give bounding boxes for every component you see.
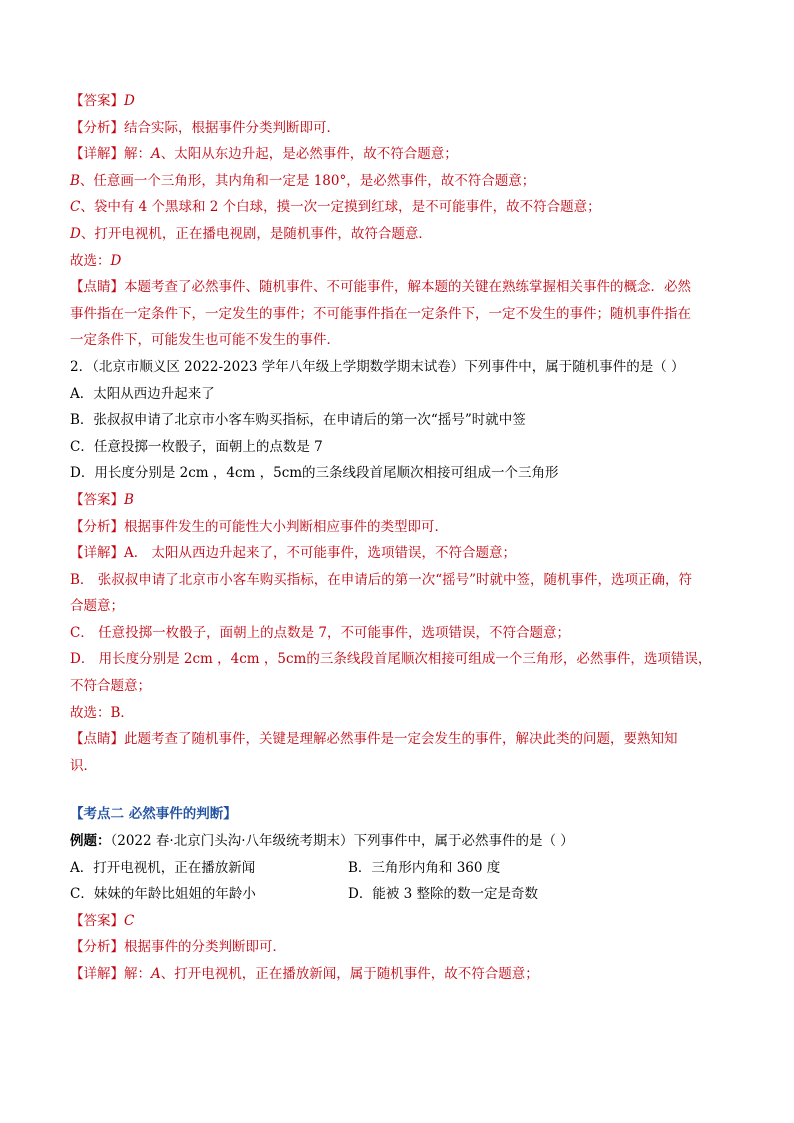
q1-choose-line [70,248,740,275]
q2-comment-line-1 [70,726,740,753]
q2-choose-line: 故选：B． [70,704,134,721]
q2-answer: B [124,491,134,508]
answer-tag: 【答案】 [70,491,124,508]
q2-option-b: B．张叔叔申请了北京市小客车购买指标，在申请后的第一次“摇号”时就中签 [70,412,526,429]
q1-comment-line-3: 一定条件下，可能发生也可能不发生的事件． [70,332,340,349]
detail-tag: 【详解】 [70,545,124,562]
q1-comment-line-1 [70,274,740,301]
q2-stem: 2．（北京市顺义区 2022-2023 学年八年级上学期数学期末试卷）下列事件中，属于随机事件的是（ ） [70,358,685,375]
q2-option-d: D．用长度分别是 2cm ，4cm ，5cm的三条线段首尾顺次相接可组成一个三角形 [70,465,559,482]
q2-detail-line-b1: B． 张叔叔申请了北京市小客车购买指标，在申请后的第一次“摇号”时就中签，随机事件，选项正确，符 [70,571,693,588]
q2-comment-1: 此题考查了随机事件，关键是理解必然事件是一定会发生的事件，解决此类的问题，要熟知知 [124,731,678,748]
q1-detail-line-b [70,168,740,195]
example-analysis-line [70,934,740,961]
example-detail-prefix: 解： [124,966,151,982]
example-stem: （2022 春·北京门头沟·八年级统考期末）下列事件中，属于必然事件的是（ ） [110,833,574,850]
example-option-b: B．三角形内角和 360 度 [348,859,501,876]
q1-answer-line [70,88,740,115]
detail-tag: 【详解】 [70,146,124,163]
q2-detail-line-d1: D． 用长度分别是 2cm ，4cm ，5cm的三条线段首尾顺次相接可组成一个三角形，必然事件，选项错误， [70,651,712,668]
q1-detail-c: 、袋中有 4 个黑球和 2 个白球，摸一次一定摸到红球，是不可能事件，故不符合题意； [80,199,601,216]
example-detail-line-a [70,961,740,988]
analysis-tag: 【分析】 [70,119,124,136]
q1-answer: D [124,93,135,109]
q1-detail-b: 、任意画一个三角形，其内角和一定是 180°，是必然事件，故不符合题意； [79,172,536,189]
document-page [70,88,740,988]
q2-option-c: C．任意投掷一枚骰子，面朝上的点数是 7 [70,438,323,455]
example-analysis: 根据事件的分类判断即可． [124,939,286,956]
q1-detail-prefix: 解： [124,146,151,163]
q1-detail-c-letter: C [70,199,81,216]
example-detail-a-letter: A [151,966,161,982]
q1-comment-line-2: 事件指在一定条件下，一定发生的事件；不可能事件指在一定条件下，一定不发生的事件；随机事件指在 [70,305,691,322]
q1-detail-d: 、打开电视机，正在播电视剧，是随机事件，故符合题意． [80,225,432,242]
q1-detail-line-c [70,194,740,221]
analysis-tag: 【分析】 [70,518,124,535]
q1-choose-prefix: 故选： [70,252,111,269]
analysis-tag: 【分析】 [70,939,124,956]
q2-analysis: 根据事件发生的可能性大小判断相应事件的类型即可． [124,518,448,535]
q1-comment-1: 本题考查了必然事件、随机事件、不可能事件，解本题的关键在熟练掌握相关事件的概念．必然 [124,279,691,296]
detail-tag: 【详解】 [70,966,124,982]
q2-detail-line-b2: 合题意； [70,598,124,615]
q1-detail-a: 、太阳从东边升起，是必然事件，故不符合题意； [160,146,458,163]
q2-option-a: A．太阳从西边升起来了 [70,385,215,402]
example-options-row-2 [70,881,740,908]
q2-detail-line-c: C． 任意投掷一枚骰子，面朝上的点数是 7，不可能事件，选项错误，不符合题意； [70,624,570,641]
example-option-c: C．妹妹的年龄比姐姐的年龄小 [70,886,256,903]
q2-detail-a: A． 太阳从西边升起来了，不可能事件，选项错误，不符合题意； [124,545,517,562]
section-title: 【考点二 必然事件的判断】 [70,806,237,823]
example-stem-line [70,828,740,855]
q1-detail-line-a [70,141,740,168]
example-options-row-1 [70,855,740,882]
answer-tag: 【答案】 [70,93,124,109]
q2-comment-line-2: 识． [70,757,97,774]
q1-detail-b-letter: B [70,172,80,189]
q2-analysis-line [70,514,740,541]
example-answer: C [124,912,135,929]
comment-tag: 【点睛】 [70,279,124,296]
section-gap [70,779,740,801]
comment-tag: 【点睛】 [70,731,124,748]
q1-analysis: 结合实际，根据事件分类判断即可． [124,119,340,136]
q1-detail-d-letter: D [70,225,81,242]
example-label: 例题： [70,833,111,850]
example-option-d: D．能被 3 整除的数一定是奇数 [348,886,538,903]
q2-detail-line-a [70,540,740,567]
q1-analysis-line [70,115,740,142]
example-answer-line [70,908,740,935]
q1-detail-a-letter: A [151,146,161,163]
q1-detail-line-d [70,221,740,248]
example-detail-a: 、打开电视机，正在播放新闻，属于随机事件，故不符合题意； [160,966,539,982]
q1-choose-letter: D [110,252,122,269]
q2-detail-line-d2: 不符合题意； [70,678,151,695]
example-option-a: A．打开电视机，正在播放新闻 [70,859,256,876]
q2-answer-line [70,487,740,514]
answer-tag: 【答案】 [70,912,124,929]
